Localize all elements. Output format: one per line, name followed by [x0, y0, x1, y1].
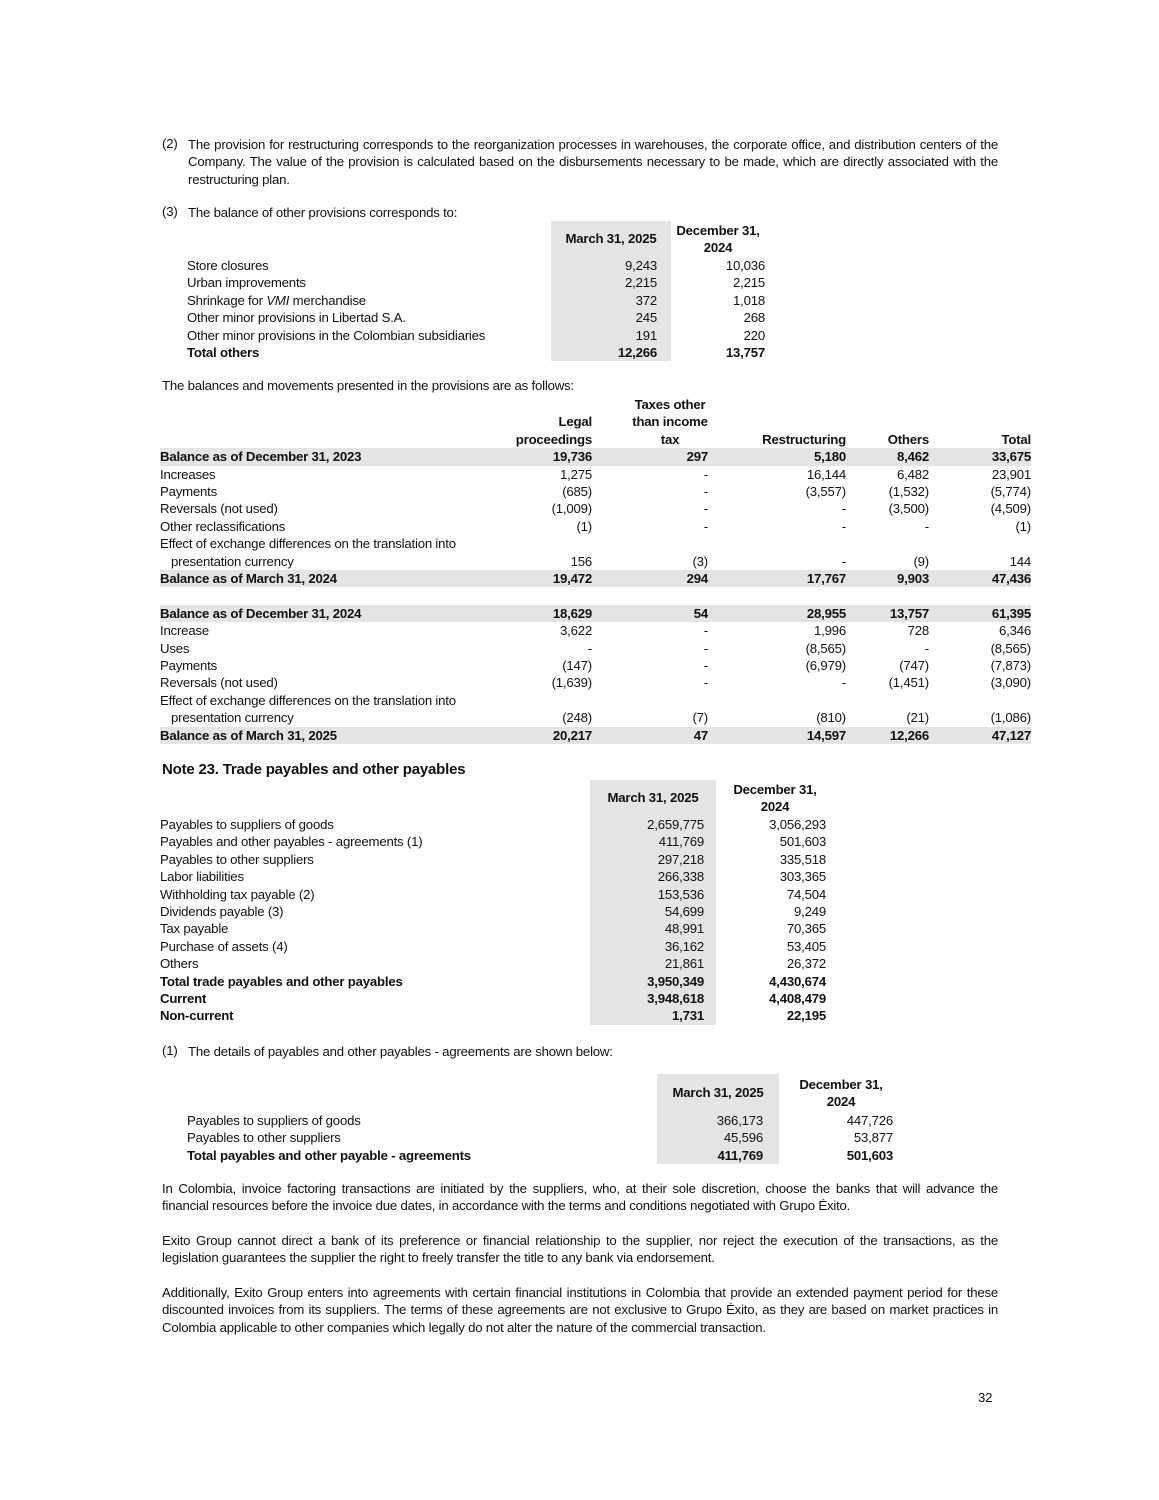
others-value: -	[924, 640, 929, 656]
legal-proceedings-value: 20,217	[492, 727, 592, 744]
header-total: Total	[1001, 431, 1031, 447]
restructuring-value: -	[841, 501, 846, 517]
row-label: Payments	[160, 658, 218, 674]
taxes-value: -	[703, 658, 708, 674]
row-label: Reversals (not used)	[160, 675, 278, 691]
total-value: (1)	[1015, 518, 1031, 534]
taxes-value: 54	[592, 605, 708, 622]
value-dec-2024: 1,018	[732, 292, 765, 308]
others-value: (747)	[899, 658, 929, 674]
note-3-text: The balance of other provisions corresponds to:	[188, 205, 458, 220]
others-value: (3,500)	[888, 501, 929, 517]
total-value: 23,901	[991, 466, 1031, 482]
total-value: (1,086)	[990, 710, 1031, 726]
row-label: Non-current	[160, 1008, 234, 1024]
taxes-value: 47	[592, 727, 708, 744]
movement-row	[160, 518, 1031, 535]
legal-proceedings-value: (685)	[562, 484, 592, 500]
note-3-marker: (3)	[162, 204, 178, 219]
row-label: Other minor provisions in Libertad S.A.	[187, 310, 406, 326]
row-label: Tax payable	[160, 921, 229, 937]
balance-row: Balance as of March 31, 2024 19,472 294 17,767 9,903 47,436	[160, 571, 1031, 587]
others-value: 13,757	[846, 605, 929, 622]
value-dec-2024: 10,036	[725, 258, 765, 273]
value-dec-2024: 74,504	[786, 886, 826, 902]
taxes-value: (3)	[692, 553, 708, 569]
restructuring-value: -	[841, 518, 846, 534]
taxes-value: -	[703, 623, 708, 639]
agreements-col1-header: March 31, 2025	[657, 1074, 779, 1112]
taxes-value: (7)	[692, 710, 708, 726]
total-value: 47,127	[929, 727, 1031, 744]
movement-row	[160, 674, 1031, 691]
row-label: Balance as of December 31, 2023	[160, 448, 492, 465]
total-value: 33,675	[929, 448, 1031, 465]
restructuring-value: (8,565)	[805, 640, 846, 656]
total-value: (7,873)	[990, 658, 1031, 674]
value-march-2025: 21,861	[590, 955, 716, 972]
value-dec-2024: 9,249	[793, 904, 826, 920]
row-label: Payables to other suppliers	[160, 851, 314, 867]
row-label: Other minor provisions in the Colombian subsidiaries	[187, 327, 486, 343]
trade-payables-row	[160, 1007, 826, 1024]
taxes-value: -	[703, 501, 708, 517]
taxes-value: 297	[592, 448, 708, 465]
others-value: (21)	[906, 710, 929, 726]
agreements-row	[187, 1147, 893, 1164]
value-march-2025: 45,596	[657, 1129, 779, 1146]
total-value: (8,565)	[990, 640, 1031, 656]
movement-row	[160, 657, 1031, 674]
agreements-table	[187, 1074, 893, 1164]
restructuring-value: 16,144	[806, 466, 846, 482]
row-label: Other reclassifications	[160, 518, 286, 534]
fx-row: presentation currency 156 (3) - (9) 144	[171, 553, 1031, 569]
value-dec-2024: 268	[743, 310, 765, 326]
legal-proceedings-value: (1)	[576, 518, 592, 534]
trade-payables-col2-header: December 31, 2024	[733, 781, 817, 814]
value-march-2025: 1,731	[590, 1007, 716, 1024]
other-provisions-row	[187, 292, 765, 309]
total-value: (3,090)	[990, 675, 1031, 691]
note-1-text: The details of payables and other payables - agreements are shown below:	[188, 1044, 613, 1059]
row-label: Increases	[160, 466, 216, 482]
taxes-value: -	[703, 675, 708, 691]
others-value: 8,462	[846, 448, 929, 465]
trade-payables-row	[160, 816, 826, 833]
row-label: Payables and other payables - agreements (1)	[160, 834, 423, 850]
value-dec-2024: 4,408,479	[769, 991, 826, 1007]
other-provisions-col1-header: March 31, 2025	[551, 221, 671, 257]
row-label: Shrinkage for VMI merchandise	[187, 292, 366, 308]
note-2-marker: (2)	[162, 136, 178, 151]
row-label: Withholding tax payable (2)	[160, 886, 315, 902]
agreements-row	[187, 1112, 893, 1129]
movements-header-row	[160, 396, 1031, 448]
others-value: 9,903	[846, 570, 929, 587]
restructuring-value: (6,979)	[805, 658, 846, 674]
row-label: Payables to suppliers of goods	[160, 817, 334, 832]
others-value: (9)	[913, 553, 929, 569]
row-label: Reversals (not used)	[160, 501, 278, 517]
paragraph-bank-direction: Exito Group cannot direct a bank of its preference or financial relationship to the supplier, nor reject the execution of the transactions, as the legislation guarantees the supplier the right to freely transfer the title to any bank via endorsement.	[162, 1233, 998, 1266]
header-taxes-other: Taxes other than income tax	[632, 397, 708, 447]
movement-row	[160, 640, 1031, 657]
taxes-value: -	[703, 518, 708, 534]
legal-proceedings-value: 19,472	[492, 570, 592, 587]
movement-row	[160, 483, 1031, 500]
trade-payables-row	[160, 990, 826, 1007]
total-value: (4,509)	[990, 501, 1031, 517]
value-march-2025: 297,218	[590, 851, 716, 868]
fx-row: presentation currency (248) (7) (810) (21) (1,086)	[171, 710, 1031, 726]
header-legal-proceedings: Legal proceedings	[515, 414, 592, 447]
value-march-2025: 266,338	[590, 868, 716, 885]
header-restructuring: Restructuring	[762, 431, 846, 447]
balance-row	[160, 448, 1031, 465]
row-label: Payables to other suppliers	[187, 1130, 341, 1146]
value-march-2025: 36,162	[590, 938, 716, 955]
value-march-2025: 411,769	[590, 833, 716, 850]
total-value: 6,346	[998, 623, 1031, 639]
restructuring-value: (3,557)	[805, 484, 846, 500]
value-dec-2024: 4,430,674	[769, 973, 826, 989]
paragraph-agreements: Additionally, Exito Group enters into agreements with certain financial institutions in Colombia that provide an extended payment period for these discounted invoices from its suppliers. The terms of these agreements are not exclusive to Grupo Éxito, as they are based on market practices in Colombia applicable to other companies which legally do not alter the nature of the commercial transaction.	[162, 1285, 998, 1335]
value-march-2025: 372	[551, 292, 671, 309]
restructuring-value: 17,767	[708, 570, 846, 587]
row-label: Purchase of assets (4)	[160, 938, 288, 954]
other-provisions-col2-header: December 31, 2024	[676, 222, 760, 255]
trade-payables-row	[160, 851, 826, 868]
others-value: (1,451)	[888, 675, 929, 691]
value-dec-2024: 70,365	[786, 921, 826, 937]
others-value: 12,266	[846, 727, 929, 744]
legal-proceedings-value: 156	[570, 553, 592, 569]
balance-row: Balance as of March 31, 2025 20,217 47 14,597 12,266 47,127	[160, 727, 1031, 743]
value-dec-2024: 26,372	[786, 956, 826, 972]
row-label: Uses	[160, 640, 190, 656]
row-label: Others	[160, 956, 199, 972]
value-march-2025: 54,699	[590, 903, 716, 920]
value-dec-2024: 220	[743, 327, 765, 343]
trade-payables-row	[160, 973, 826, 990]
legal-proceedings-value: 18,629	[492, 605, 592, 622]
other-provisions-row	[187, 257, 765, 274]
row-label: Dividends payable (3)	[160, 904, 284, 920]
restructuring-value: 1,996	[813, 623, 846, 639]
legal-proceedings-value: 19,736	[492, 448, 592, 465]
value-march-2025: 245	[551, 309, 671, 326]
row-label: Store closures	[187, 258, 269, 273]
note-2-text: The provision for restructuring corresponds to the reorganization processes in warehouses, the corporate office, and distribution centers of the Company. The value of the provision is calculated based on the disbursements necessary to be made, which are directly associated with the restructuring plan.	[188, 137, 998, 187]
row-label: Labor liabilities	[160, 869, 244, 885]
value-march-2025: 2,659,775	[590, 816, 716, 833]
taxes-value: -	[703, 640, 708, 656]
provision-movements-table	[160, 396, 1031, 744]
value-dec-2024: 22,195	[786, 1008, 826, 1024]
others-value: 728	[907, 623, 929, 639]
trade-payables-table	[160, 780, 826, 1025]
header-others: Others	[887, 431, 929, 447]
legal-proceedings-value: -	[587, 640, 592, 656]
taxes-value: 294	[592, 570, 708, 587]
value-march-2025: 9,243	[551, 257, 671, 274]
row-label: Payments	[160, 484, 218, 500]
page-number: 32	[978, 1390, 993, 1405]
others-value: 6,482	[896, 466, 929, 482]
value-dec-2024: 447,726	[846, 1113, 893, 1128]
value-dec-2024: 501,603	[779, 834, 826, 850]
total-value: 144	[1009, 553, 1031, 569]
other-provisions-row	[187, 274, 765, 291]
legal-proceedings-value: (1,009)	[551, 501, 592, 517]
trade-payables-row	[160, 833, 826, 850]
others-value: -	[924, 518, 929, 534]
value-dec-2024: 53,877	[853, 1130, 893, 1146]
restructuring-value: (810)	[816, 710, 846, 726]
agreements-col2-header: December 31, 2024	[799, 1076, 883, 1109]
value-march-2025: 3,948,618	[590, 990, 716, 1007]
value-march-2025: 2,215	[551, 274, 671, 291]
restructuring-value: -	[841, 553, 846, 569]
row-label: Total trade payables and other payables	[160, 973, 403, 989]
row-label: Balance as of December 31, 2024	[160, 605, 492, 622]
row-label: Total payables and other payable - agreements	[187, 1147, 471, 1163]
value-dec-2024: 53,405	[786, 938, 826, 954]
other-provisions-total-row: Total others 12,266 13,757	[187, 345, 765, 361]
note-1-marker: (1)	[162, 1043, 178, 1058]
trade-payables-row	[160, 938, 826, 955]
legal-proceedings-value: (1,639)	[551, 675, 592, 691]
note-23-title: Note 23. Trade payables and other payables	[162, 761, 466, 778]
row-label: Payables to suppliers of goods	[187, 1113, 361, 1128]
taxes-value: -	[703, 484, 708, 500]
other-provisions-table	[187, 221, 765, 361]
movement-row	[160, 622, 1031, 639]
fx-label-row: Effect of exchange differences on the translation into	[160, 692, 456, 708]
trade-payables-col1-header: March 31, 2025	[590, 780, 716, 816]
row-label: Urban improvements	[187, 275, 306, 291]
fx-label-row: Effect of exchange differences on the translation into	[160, 536, 456, 552]
trade-payables-row	[160, 920, 826, 937]
restructuring-value: 14,597	[708, 727, 846, 744]
other-provisions-row	[187, 327, 765, 344]
restructuring-value: 28,955	[708, 605, 846, 622]
other-provisions-row	[187, 309, 765, 326]
value-march-2025: 366,173	[657, 1112, 779, 1129]
total-value: 47,436	[929, 570, 1031, 587]
total-value: (5,774)	[990, 484, 1031, 500]
row-label: Increase	[160, 623, 209, 639]
trade-payables-row	[160, 903, 826, 920]
value-dec-2024: 2,215	[732, 275, 765, 291]
row-label: Current	[160, 991, 207, 1007]
legal-proceedings-value: (248)	[562, 710, 592, 726]
value-march-2025: 191	[551, 327, 671, 344]
paragraph-factoring: In Colombia, invoice factoring transactions are initiated by the suppliers, who, at their sole discretion, choose the banks that will advance the financial resources before the invoice due dates, in accordance with the terms and conditions negotiated with Grupo Éxito.	[162, 1181, 998, 1214]
value-march-2025: 3,950,349	[590, 973, 716, 990]
movement-row	[160, 466, 1031, 483]
balance-row	[160, 605, 1031, 622]
value-march-2025: 48,991	[590, 920, 716, 937]
value-dec-2024: 335,518	[779, 851, 826, 867]
movement-row	[160, 500, 1031, 517]
others-value: (1,532)	[888, 484, 929, 500]
value-dec-2024: 501,603	[846, 1147, 893, 1163]
value-march-2025: 411,769	[657, 1147, 779, 1164]
value-dec-2024: 3,056,293	[769, 817, 826, 832]
trade-payables-row	[160, 868, 826, 885]
trade-payables-row	[160, 886, 826, 903]
value-dec-2024: 303,365	[779, 869, 826, 885]
restructuring-value: -	[841, 675, 846, 691]
agreements-row	[187, 1129, 893, 1146]
legal-proceedings-value: 1,275	[559, 466, 592, 482]
movements-intro: The balances and movements presented in the provisions are as follows:	[162, 378, 574, 393]
legal-proceedings-value: (147)	[562, 658, 592, 674]
taxes-value: -	[703, 466, 708, 482]
legal-proceedings-value: 3,622	[559, 623, 592, 639]
restructuring-value: 5,180	[708, 448, 846, 465]
trade-payables-row	[160, 955, 826, 972]
total-value: 61,395	[929, 605, 1031, 622]
value-march-2025: 153,536	[590, 886, 716, 903]
